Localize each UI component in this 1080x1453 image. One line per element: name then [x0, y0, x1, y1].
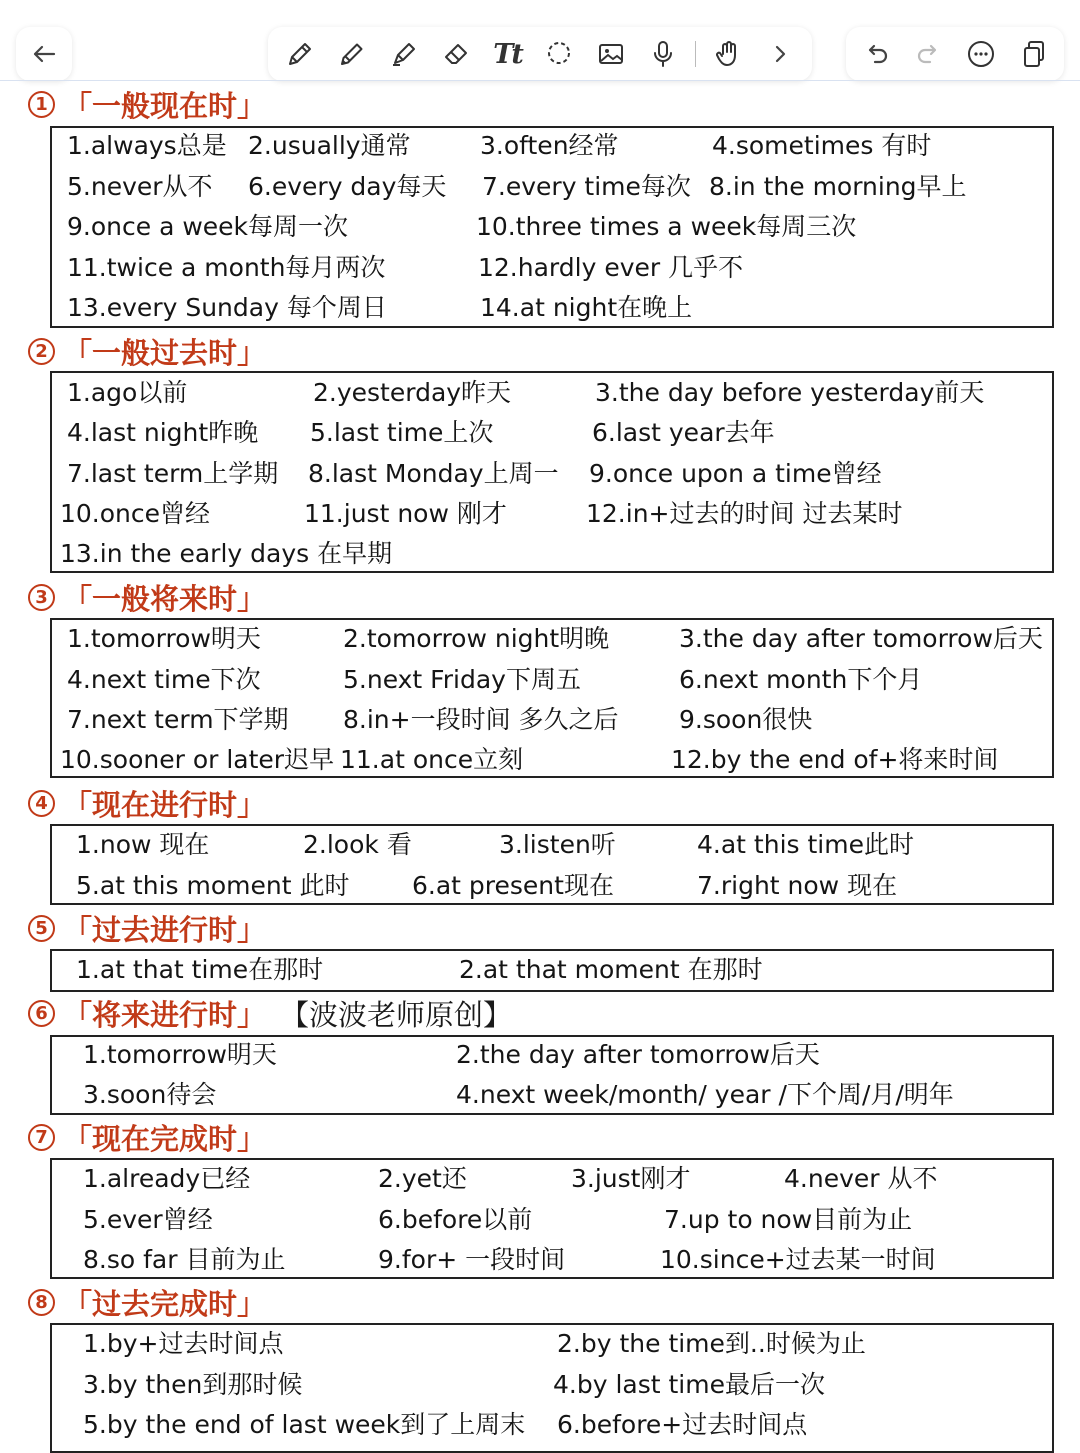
microphone-icon[interactable]: [643, 34, 683, 74]
toolbar-divider: [695, 41, 696, 67]
list-item: 8.so far 目前为止: [83, 1245, 286, 1274]
list-item: 5.last time上次: [310, 418, 494, 447]
list-item: 1.tomorrow明天: [67, 624, 261, 653]
list-item: 4.sometimes 有时: [712, 131, 932, 160]
list-item: 6.every day每天: [248, 172, 447, 201]
list-item: 8.in+一段时间 多久之后: [343, 705, 619, 734]
list-item: 6.before以前: [378, 1205, 533, 1234]
list-item: 3.the day before yesterday前天: [595, 378, 985, 407]
list-item: 2.at that moment 在那时: [459, 955, 763, 984]
gesture-hand-icon[interactable]: [708, 34, 748, 74]
list-item: 1.tomorrow明天: [83, 1040, 277, 1069]
list-item: 1.by+过去时间点: [83, 1329, 284, 1358]
drawing-tools-bar: [268, 27, 812, 81]
pencil-icon[interactable]: [332, 34, 372, 74]
list-item: 2.the day after tomorrow后天: [456, 1040, 820, 1069]
text-tool-label: Tt: [493, 38, 522, 70]
toolbar-divider-line: [0, 80, 1080, 81]
list-item: 2.usually通常: [248, 131, 411, 160]
list-item: 13.every Sunday 每个周日: [67, 293, 387, 322]
list-item: 4.at this time此时: [697, 830, 914, 859]
section-title-text: 「一般过去时」: [63, 335, 267, 370]
list-item: 7.up to now目前为止: [664, 1205, 913, 1234]
author-note: 【波波老师原创】: [280, 997, 513, 1032]
section-number: 1: [28, 91, 55, 118]
section-title: [28, 334, 266, 368]
section-number: 5: [28, 915, 55, 942]
section-number: 6: [28, 1000, 55, 1027]
lasso-icon[interactable]: [539, 34, 579, 74]
list-item: 10.once曾经: [60, 499, 211, 528]
image-icon[interactable]: [591, 34, 631, 74]
list-item: 8.in the morning早上: [709, 172, 967, 201]
list-item: 11.just now 刚才: [304, 499, 507, 528]
eraser-icon[interactable]: [436, 34, 476, 74]
list-item: 4.last night昨晚: [67, 418, 259, 447]
section-title-text: 「现在进行时」: [63, 787, 267, 822]
list-item: 9.soon很快: [679, 705, 813, 734]
list-item: 4.never 从不: [784, 1164, 938, 1193]
list-item: 9.for+ 一段时间: [378, 1245, 566, 1274]
list-item: 1.now 现在: [76, 830, 210, 859]
section-title-text: 「一般现在时」: [63, 88, 267, 123]
list-item: 3.just刚才: [571, 1164, 691, 1193]
list-item: 13.in the early days 在早期: [60, 539, 393, 568]
list-item: 6.at present现在: [412, 871, 614, 900]
back-button[interactable]: [16, 27, 72, 81]
section-number: 3: [28, 584, 55, 611]
list-item: 5.ever曾经: [83, 1205, 213, 1234]
text-tool-icon[interactable]: [488, 34, 528, 74]
list-item: 8.last Monday上周一: [308, 459, 559, 488]
list-item: 12.in+过去的时间 过去某时: [586, 499, 903, 528]
chevron-right-icon[interactable]: [760, 34, 800, 74]
section-title-text: 「现在完成时」: [63, 1121, 267, 1156]
list-item: 10.sooner or later迟早: [60, 745, 335, 774]
section-title: [28, 580, 266, 614]
list-item: 5.at this moment 此时: [76, 871, 350, 900]
section-number: 4: [28, 790, 55, 817]
list-item: 6.last year去年: [592, 418, 775, 447]
list-item: 14.at night在晚上: [480, 293, 693, 322]
list-item: 10.since+过去某一时间: [660, 1245, 936, 1274]
section-number: 7: [28, 1124, 55, 1151]
list-item: 1.at that time在那时: [76, 955, 324, 984]
list-item: 7.last term上学期: [67, 459, 279, 488]
list-item: 5.by the end of last week到了上周末: [83, 1410, 526, 1439]
list-item: 3.often经常: [480, 131, 619, 160]
section-title: [28, 1120, 266, 1154]
list-item: 9.once upon a time曾经: [589, 459, 882, 488]
section-number: 8: [28, 1289, 55, 1316]
section-title-text: 「将来进行时」: [63, 997, 267, 1032]
list-item: 3.listen听: [499, 830, 616, 859]
list-item: 7.right now 现在: [697, 871, 898, 900]
list-item: 1.always总是: [67, 131, 227, 160]
page-actions-bar: [846, 27, 1064, 81]
list-item: 3.the day after tomorrow后天: [679, 624, 1043, 653]
redo-icon[interactable]: [909, 34, 949, 74]
section-title-text: 「过去进行时」: [63, 912, 267, 947]
list-item: 5.next Friday下周五: [343, 665, 581, 694]
list-item: 7.next term下学期: [67, 705, 289, 734]
section-title: [28, 911, 266, 945]
list-item: 10.three times a week每周三次: [476, 212, 857, 241]
section-title: [28, 87, 266, 121]
section-title: [28, 786, 266, 820]
back-arrow-icon[interactable]: [24, 34, 64, 74]
list-item: 2.yet还: [378, 1164, 467, 1193]
list-item: 1.ago以前: [67, 378, 188, 407]
list-item: 4.by last time最后一次: [553, 1370, 825, 1399]
pen-icon[interactable]: [280, 34, 320, 74]
more-icon[interactable]: [961, 34, 1001, 74]
list-item: 7.every time每次: [482, 172, 691, 201]
list-item: 9.once a week每周一次: [67, 212, 349, 241]
section-title-text: 「过去完成时」: [63, 1286, 267, 1321]
section-number: 2: [28, 338, 55, 365]
list-item: 3.soon待会: [83, 1080, 217, 1109]
list-item: 1.already已经: [83, 1164, 251, 1193]
highlighter-icon[interactable]: [384, 34, 424, 74]
section-title: [28, 1285, 266, 1319]
list-item: 6.next month下个月: [679, 665, 923, 694]
list-item: 6.before+过去时间点: [557, 1410, 808, 1439]
section-title: [28, 996, 512, 1030]
list-item: 11.twice a month每月两次: [67, 253, 386, 282]
list-item: 12.by the end of+将来时间: [671, 745, 999, 774]
pages-icon[interactable]: [1014, 34, 1054, 74]
list-item: 12.hardly ever 几乎不: [478, 253, 744, 282]
undo-icon[interactable]: [856, 34, 896, 74]
list-item: 2.tomorrow night明晚: [343, 624, 610, 653]
list-item: 5.never从不: [67, 172, 213, 201]
list-item: 4.next time下次: [67, 665, 261, 694]
list-item: 2.by the time到..时候为止: [557, 1329, 866, 1358]
list-item: 2.yesterday昨天: [313, 378, 512, 407]
section-title-text: 「一般将来时」: [63, 581, 267, 616]
list-item: 11.at once立刻: [340, 745, 524, 774]
list-item: 4.next week/month/ year /下个周/月/明年: [456, 1080, 954, 1109]
top-toolbar: [0, 0, 1080, 82]
list-item: 3.by then到那时候: [83, 1370, 303, 1399]
list-item: 2.look 看: [303, 830, 412, 859]
